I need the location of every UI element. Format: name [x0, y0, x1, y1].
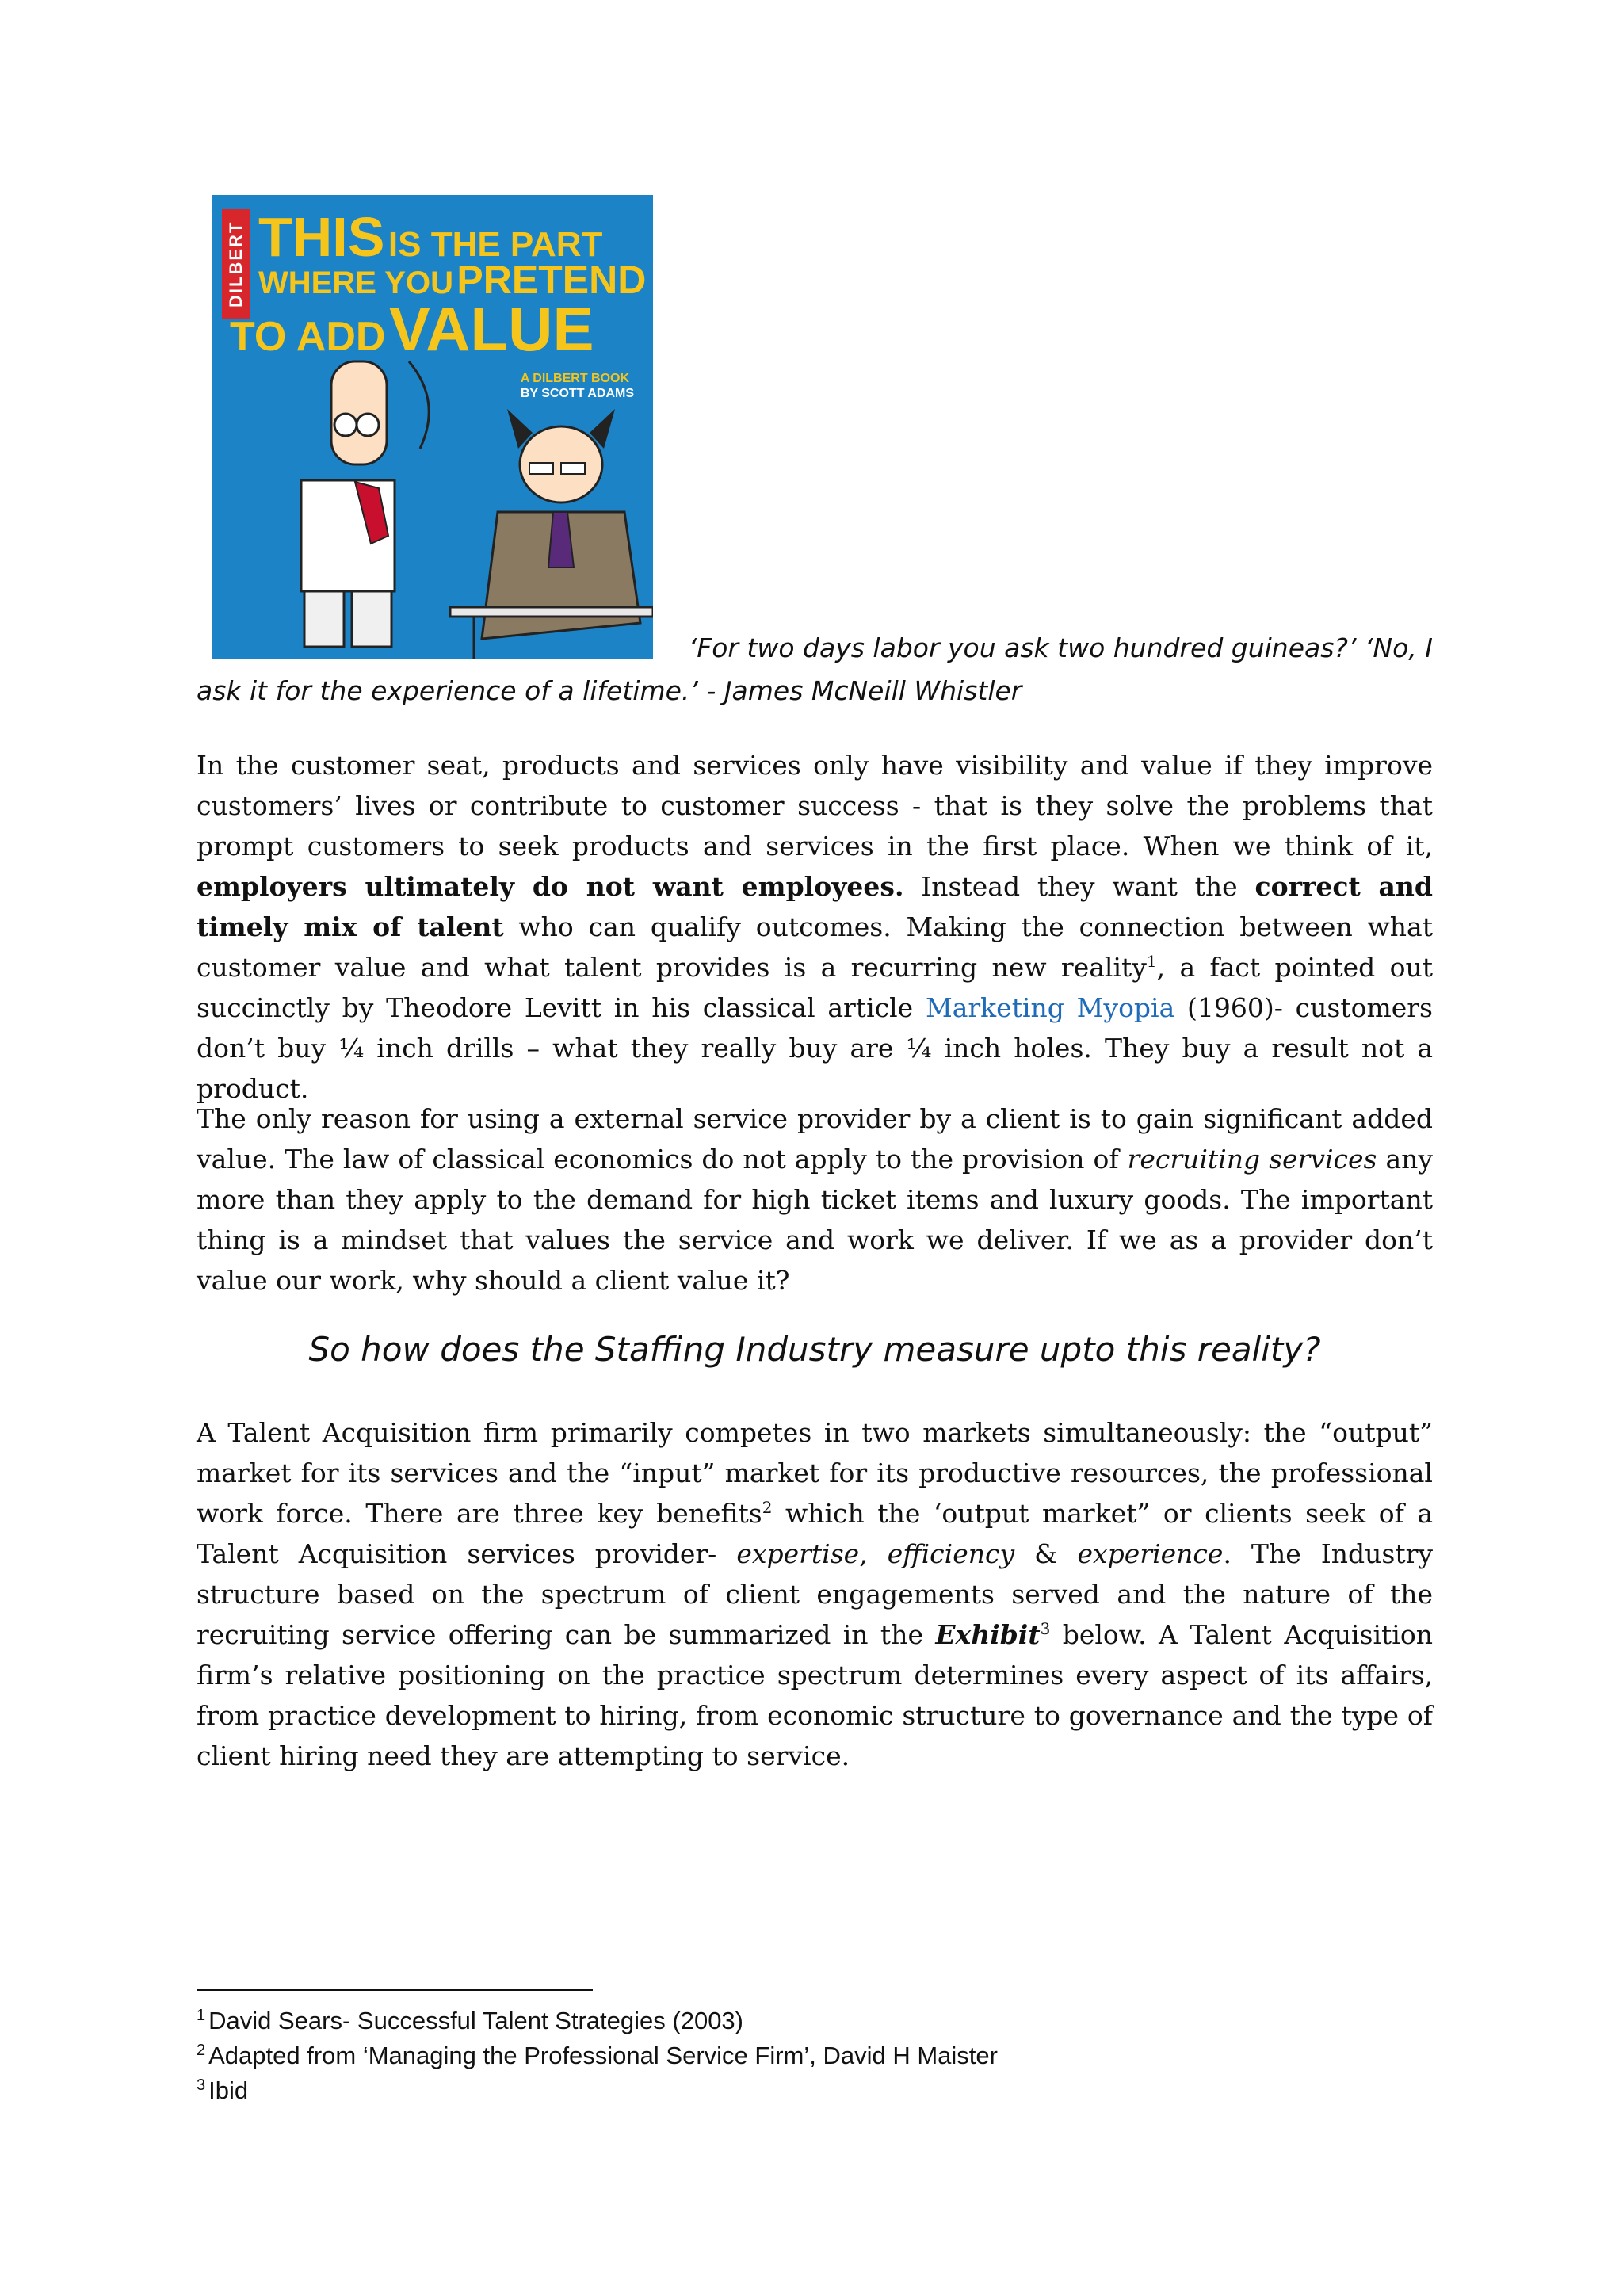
footnote-1: $^1$ David Sears- Successful Talent Strategies (2003)	[197, 2006, 743, 2034]
cartoon-illustration	[212, 195, 653, 659]
footnote-3: $^3$ Ibid	[197, 2076, 249, 2104]
quote-line-2: ask it for the experience of a lifetime.’ - James McNeill Whistler	[197, 675, 1022, 706]
footnote-ref-1[interactable]: 1	[1146, 952, 1157, 971]
footnote-ref-2[interactable]: 2	[762, 1498, 773, 1517]
cover-title-line3: TO ADD VALUE	[230, 294, 594, 364]
section-heading: So how does the Staffing Industry measure upto this reality?	[308, 1330, 1321, 1369]
cover-subtitle: A DILBERT BOOK BY SCOTT ADAMS	[520, 372, 634, 401]
footnote-ref-3[interactable]: 3	[1040, 1619, 1051, 1638]
footnote-divider	[197, 1989, 593, 1991]
cover-title-line1: THIS IS THE PART	[258, 206, 603, 268]
paragraph-1: In the customer seat, products and services only have visibility and value if they improve customers’ lives or contribute to customer success - that is they solve the problems that prompt customers to seek products and services in the first place. When we think of it, employers ultimately do not want employees. Instead they want the correct and timely mix of talent who can qualify outcomes. Making the connection between what customer value and what talent provides is a recurring new reality$^1$, a fact pointed out succinctly by Theodore Levitt in his classical article Marketing Myopia (1960)- customers don’t buy ¼ inch drills – what they really buy are ¼ inch holes. They buy a result not a product.	[197, 750, 1433, 1104]
quote-line-1: ‘For two days labor you ask two hundred guineas?’ ‘No, I	[688, 632, 1433, 663]
cover-spine: DILBERT	[222, 209, 250, 319]
cover-title-line2: WHERE YOU PRETEND	[258, 258, 647, 302]
footnote-2: $^2$ Adapted from ‘Managing the Professional Service Firm’, David H Maister	[197, 2041, 998, 2069]
footnotes	[197, 2004, 1433, 2108]
marketing-myopia-link[interactable]: Marketing Myopia	[925, 992, 1175, 1023]
book-cover-image	[212, 195, 653, 659]
paragraph-2: The only reason for using a external service provider by a client is to gain significant added value. The law of classical economics do not apply to the provision of recruiting services any more than they apply to the demand for high ticket items and luxury goods. The important thing is a mindset that values the service and work we deliver. If we as a provider don’t value our work, why should a client value it?	[197, 1103, 1434, 1296]
paragraph-3: A Talent Acquisition firm primarily competes in two markets simultaneously: the “output” market for its services and the “input” market for its productive resources, the professional work force. There are three key benefits$^2$ which the ‘output market” or clients seek of a Talent Acquisition services provider- expertise, efficiency & experience. The Industry structure based on the spectrum of client engagements served and the nature of the recruiting service offering can be summarized in the Exhibit$^3$ below. A Talent Acquisition firm’s relative positioning on the practice spectrum determines every aspect of its affairs, from practice development to hiring, from economic structure to governance and the type of client hiring need they are attempting to service.	[197, 1417, 1434, 1771]
